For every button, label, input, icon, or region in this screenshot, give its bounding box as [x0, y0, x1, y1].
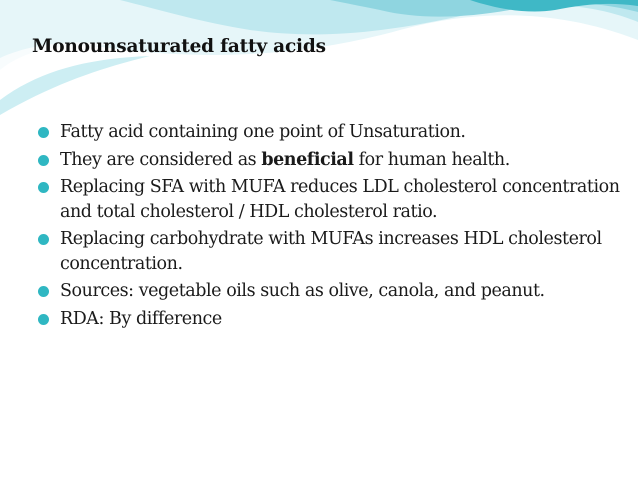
bullet-dot-icon: [38, 127, 49, 138]
bullet-list: [38, 120, 623, 334]
bullet-item: [38, 120, 623, 145]
bullet-item: [38, 175, 623, 224]
bullet-text: Replacing carbohydrate with MUFAs increases HDL cholesterol concentration.: [60, 229, 602, 274]
bullet-item: [38, 307, 623, 332]
bullet-text-before: They are considered as: [60, 149, 262, 170]
bullet-text: Replacing SFA with MUFA reduces LDL cholesterol concentration and total cholesterol / HDL cholesterol ratio.: [60, 177, 620, 222]
bullet-dot-icon: [38, 314, 49, 325]
bullet-item: [38, 148, 623, 173]
bullet-text-bold: beneficial: [261, 149, 354, 170]
bullet-dot-icon: [38, 182, 49, 193]
bullet-dot-icon: [38, 155, 49, 166]
bullet-item: [38, 279, 623, 304]
header-wave-decoration: [0, 0, 638, 130]
bullet-item: [38, 227, 623, 276]
bullet-text: Sources: vegetable oils such as olive, canola, and peanut.: [60, 281, 545, 301]
bullet-text-after: for human health.: [353, 149, 510, 170]
bullet-dot-icon: [38, 234, 49, 245]
slide-title: Monounsaturated fatty acids: [32, 36, 326, 57]
bullet-dot-icon: [38, 286, 49, 297]
bullet-text: Fatty acid containing one point of Unsaturation.: [60, 122, 466, 142]
bullet-text: RDA: By difference: [60, 308, 222, 329]
